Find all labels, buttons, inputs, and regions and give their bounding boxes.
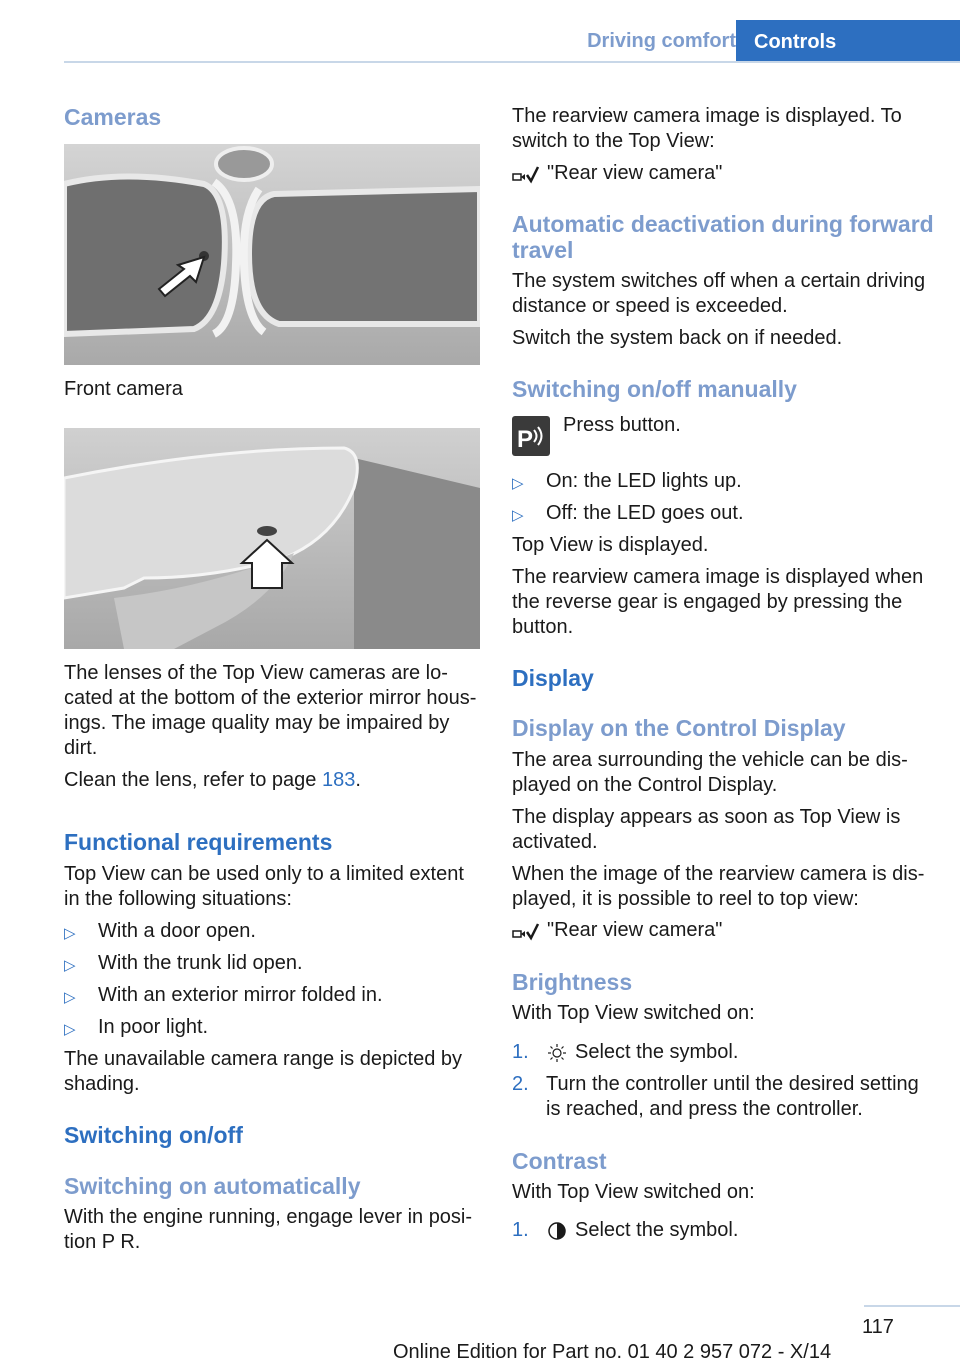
- auto-deactivation-heading-1: Automatic deactivation during forward: [512, 211, 934, 237]
- footer-divider: [864, 1305, 960, 1307]
- step-number: 2.: [512, 1073, 529, 1095]
- page-link-183[interactable]: 183: [321, 769, 356, 791]
- bullet-triangle: ▷: [64, 1021, 76, 1038]
- display-cd-heading: Display on the Control Display: [512, 715, 846, 741]
- display-heading: Display: [512, 665, 594, 691]
- park-assist-button-icon: [512, 416, 550, 456]
- rear-engaged-text-3: button.: [512, 616, 574, 638]
- rear-engaged-text-2: the reverse gear is engaged by pressing the: [512, 591, 903, 613]
- contrast-step-1-text: Select the symbol.: [575, 1219, 739, 1241]
- contrast-intro: With Top View switched on:: [512, 1181, 755, 1203]
- header-divider: [64, 61, 960, 63]
- lens-text-1: The lenses of the Top View cameras are lo‐: [64, 662, 448, 684]
- reel-text-2: played, it is possible to reel to top view:: [512, 888, 859, 910]
- sun-icon: [547, 1043, 567, 1063]
- condition-item: With a door open.: [98, 920, 256, 942]
- switching-auto-heading: Switching on automatically: [64, 1173, 361, 1199]
- condition-item: With an exterior mirror folded in.: [98, 984, 383, 1006]
- auto-deact-text-2: distance or speed is exceeded.: [512, 295, 788, 317]
- brightness-heading: Brightness: [512, 969, 633, 995]
- switching-auto-text-1: With the engine running, engage lever in posi‐: [64, 1206, 473, 1228]
- page-number: 117: [862, 1316, 894, 1338]
- reel-text-1: When the image of the rearview camera is dis‐: [512, 863, 925, 885]
- menu-rear-view-camera[interactable]: "Rear view camera": [547, 919, 723, 941]
- auto-deactivation-heading-2: travel: [512, 237, 574, 263]
- bullet-triangle: ▷: [512, 507, 524, 524]
- lens-text-4: dirt.: [64, 737, 98, 759]
- rear-camera-icon: [512, 920, 540, 942]
- footer-edition: Online Edition for Part no. 01 40 2 957 072 - X/14: [393, 1341, 832, 1363]
- bullet-triangle: ▷: [512, 475, 524, 492]
- bullet-triangle: ▷: [64, 989, 76, 1006]
- rear-engaged-text-1: The rearview camera image is displayed when: [512, 566, 924, 588]
- lens-text-2: cated at the bottom of the exterior mirror hous‐: [64, 687, 477, 709]
- unavailable-text-2: shading.: [64, 1073, 140, 1095]
- display-appears-text-1: The display appears as soon as Top View is: [512, 806, 901, 828]
- rearview-text-2: switch to the Top View:: [512, 130, 715, 152]
- top-view-displayed-text: Top View is displayed.: [512, 534, 709, 556]
- functional-intro-1: Top View can be used only to a limited extent: [64, 863, 464, 885]
- lens-text-3: ings. The image quality may be impaired by: [64, 712, 450, 734]
- header-tab: [736, 20, 960, 62]
- cameras-heading: Cameras: [64, 104, 162, 130]
- header-section-title: Driving comfort: [587, 30, 736, 52]
- front-camera-image: [64, 144, 480, 365]
- step-number: 1.: [512, 1041, 529, 1063]
- switching-auto-text-2: tion P R.: [64, 1231, 141, 1253]
- clean-prefix: Clean the lens, refer to page: [64, 769, 322, 791]
- led-item: Off: the LED goes out.: [546, 502, 744, 524]
- display-appears-text-2: activated.: [512, 831, 598, 853]
- rearview-text-1: The rearview camera image is displayed. To: [512, 105, 902, 127]
- menu-rear-view-camera[interactable]: "Rear view camera": [547, 162, 723, 184]
- display-cd-text-2: played on the Control Display.: [512, 774, 778, 796]
- brightness-intro: With Top View switched on:: [512, 1002, 755, 1024]
- press-button-text: Press button.: [563, 414, 681, 436]
- bullet-triangle: ▷: [64, 925, 76, 942]
- bullet-triangle: ▷: [64, 957, 76, 974]
- brightness-step-1-text: Select the symbol.: [575, 1041, 739, 1063]
- contrast-icon: [547, 1221, 567, 1241]
- functional-intro-2: in the following situations:: [64, 888, 292, 910]
- header-tab-label: Controls: [754, 31, 837, 53]
- contrast-heading: Contrast: [512, 1148, 607, 1174]
- functional-requirements-heading: Functional requirements: [64, 829, 333, 855]
- step-number: 1.: [512, 1219, 529, 1241]
- display-cd-text-1: The area surrounding the vehicle can be dis‐: [512, 749, 908, 771]
- manual-heading: Switching on/off manually: [512, 376, 797, 402]
- auto-deact-text-1: The system switches off when a certain driving: [512, 270, 926, 292]
- clean-suffix: .: [355, 769, 361, 791]
- led-item: On: the LED lights up.: [546, 470, 742, 492]
- front-camera-caption: Front camera: [64, 378, 183, 400]
- clean-lens-text: [64, 768, 361, 793]
- brightness-step-2-text-2: is reached, and press the controller.: [546, 1098, 863, 1120]
- unavailable-text-1: The unavailable camera range is depicted by: [64, 1048, 463, 1070]
- svg-text:P: P: [517, 426, 534, 453]
- rear-camera-icon: [512, 163, 540, 185]
- switching-heading: Switching on/off: [64, 1122, 243, 1148]
- mirror-camera-image: [64, 428, 480, 649]
- condition-item: In poor light.: [98, 1016, 209, 1038]
- brightness-step-2-text-1: Turn the controller until the desired setting: [546, 1073, 919, 1095]
- switch-back-text: Switch the system back on if needed.: [512, 327, 843, 349]
- condition-item: With the trunk lid open.: [98, 952, 303, 974]
